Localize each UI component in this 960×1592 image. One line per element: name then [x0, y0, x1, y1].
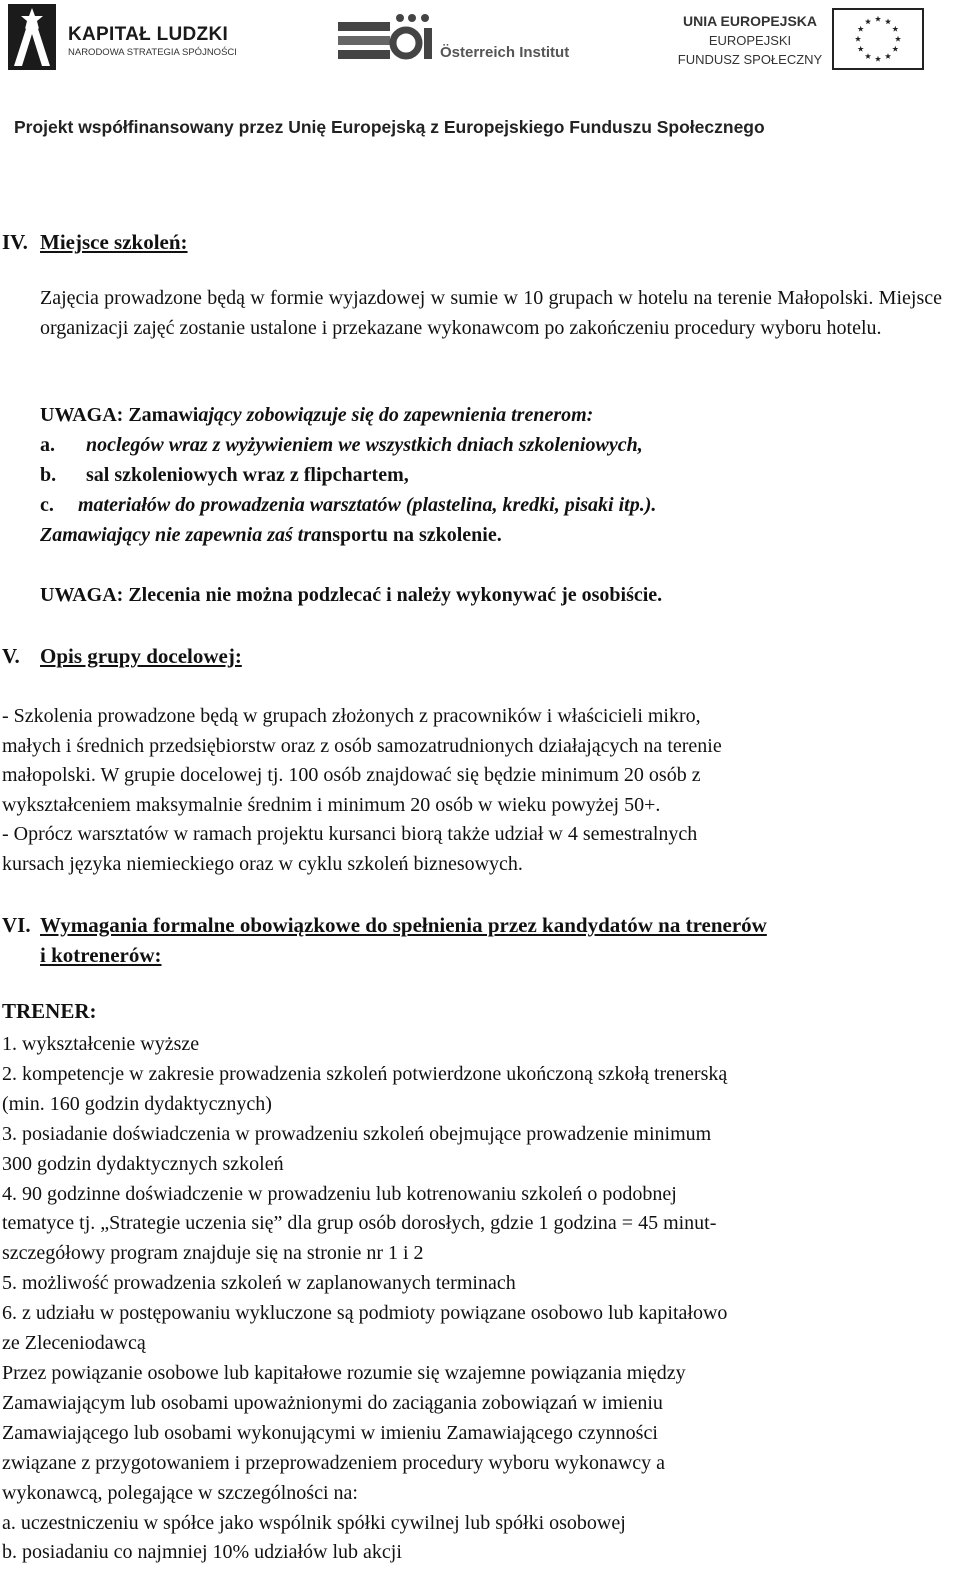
cofinancing-banner: Projekt współfinansowany przez Unię Europejską z Europejskiego Funduszu Społecznego [14, 117, 765, 137]
section-4-note [40, 404, 593, 427]
list-marker: b. [40, 464, 57, 486]
eu-fund-text [672, 12, 828, 69]
text-line: 4. 90 godzinne doświadczenie w prowadzeniu lub kotrenowaniu szkoleń o podobnej [2, 1182, 677, 1205]
osterreich-institut-logo-icon [338, 12, 436, 62]
text-line: związane z przygotowaniem i przeprowadzeniem procedury wyboru wykonawcy a [2, 1451, 666, 1474]
text-line: 5. możliwość prowadzenia szkoleń w zaplanowanych terminach [2, 1272, 516, 1295]
section-4-paragraph: Zajęcia prowadzone będą w formie wyjazdowej w sumie w 10 grupach w hotelu na terenie Małopolski. Miejsce organizacji zajęć zostanie ustalone i przekazane wykonawcom po zakończeniu procedury wyboru hotelu. [40, 287, 942, 339]
eu-line-2: EUROPEJSKI [708, 33, 792, 48]
section-5-number: V. [2, 644, 20, 668]
eu-flag-icon [832, 8, 924, 70]
text-line: 1. wykształcenie wyższe [2, 1033, 200, 1055]
text-line: tematyce tj. „Strategie uczenia się” dla grup osób dorosłych, gdzie 1 godzina = 45 minut- [2, 1212, 717, 1235]
header-logos [0, 0, 960, 80]
text-line: 6. z udziału w postępowaniu wykluczone są podmioty powiązane osobowo lub kapitałowo [2, 1302, 728, 1325]
text-line: Przez powiązanie osobowe lub kapitałowe rozumie się wzajemne powiązania między [2, 1361, 686, 1384]
note-prefix: UWAGA: Zamawi [40, 404, 199, 426]
section-5-body [2, 702, 722, 880]
text-line: b. posiadaniu co najmniej 10% udziałów lub akcji [2, 1541, 402, 1564]
osterreich-institut-text: Österreich Institut [440, 44, 570, 61]
text-line: kursach języka niemieckiego oraz w cyklu szkoleń biznesowych. [2, 852, 523, 875]
kapital-ludzki-subtitle: NARODOWA STRATEGIA SPÓJNOŚCI [68, 47, 237, 58]
section-6-title-line-2: i kotrenerów: [40, 943, 162, 967]
text-line: (min. 160 godzin dydaktycznych) [2, 1092, 272, 1115]
list-text: noclegów wraz z wyżywieniem we wszystkich dniach szkoleniowych, [86, 434, 643, 456]
text-line: szczegółowy program znajduje się na stronie nr 1 i 2 [2, 1242, 424, 1265]
section-6-body [2, 1030, 946, 1568]
section-5-heading [2, 644, 242, 669]
transport-note-a: Zamawiający nie zapewnia zaś tra [40, 524, 322, 546]
text-line: a. uczestniczeniu w spółce jako wspólnik spółki cywilnej lub spółki osobowej [2, 1511, 626, 1534]
list-item [40, 464, 409, 487]
text-line: wykształceniem maksymalnie średnim i minimum 20 osób w wieku powyżej 50+. [2, 793, 661, 816]
eu-line-3: FUNDUSZ SPOŁECZNY [677, 52, 823, 67]
trener-heading: TRENER: [2, 999, 97, 1023]
text-line: 3. posiadanie doświadczenia w prowadzeniu szkoleń obejmujące prowadzenie minimum [2, 1122, 712, 1145]
text-line: wykonawcą, polegające w szczególności na: [2, 1481, 358, 1504]
kapital-ludzki-title: KAPITAŁ LUDZKI [68, 24, 229, 45]
list-text: sal szkoleniowych wraz z flipchartem, [86, 464, 409, 486]
section-5-title: Opis grupy docelowej: [40, 644, 242, 668]
list-item [40, 494, 656, 517]
section-4-number: IV. [2, 230, 28, 254]
transport-note-b: nsportu na szkolenie. [321, 524, 502, 546]
text-line: - Oprócz warsztatów w ramach projektu kursanci biorą także udział w 4 semestralnych [2, 823, 698, 846]
section-4-note-2: UWAGA: Zlecenia nie można podzlecać i należy wykonywać je osobiście. [40, 584, 663, 606]
text-line: 300 godzin dydaktycznych szkoleń [2, 1152, 284, 1175]
list-marker: a. [40, 434, 55, 456]
section-4-heading [2, 230, 188, 255]
section-6-heading [2, 910, 767, 970]
section-6-title-line-1: Wymagania formalne obowiązkowe do spełnienia przez kandydatów na trenerów [40, 913, 767, 937]
text-line: Zamawiającego lub osobami wykonującymi w imieniu Zamawiającego czynności [2, 1421, 658, 1444]
section-6-number: VI. [2, 913, 31, 937]
list-marker: c. [40, 494, 54, 516]
kapital-ludzki-emblem-icon [8, 4, 56, 70]
text-line: małopolski. W grupie docelowej tj. 100 osób znajdować się będzie minimum 20 osób z [2, 764, 701, 787]
section-4-title: Miejsce szkoleń: [40, 230, 188, 254]
text-line: - Szkolenia prowadzone będą w grupach złożonych z pracowników i właścicieli mikro, [2, 705, 701, 727]
list-item [40, 434, 643, 457]
text-line: małych i średnich przedsiębiorstw oraz z osób samozatrudnionych działających na terenie [2, 734, 722, 757]
text-line: 2. kompetencje w zakresie prowadzenia szkoleń potwierdzone ukończoną szkołą trenerską [2, 1062, 728, 1085]
eu-line-1: UNIA EUROPEJSKA [682, 13, 818, 29]
note-rest: ający zobowiązuje się do zapewnienia trenerom: [198, 404, 594, 426]
text-line: Zamawiającym lub osobami upoważnionymi do zaciągania zobowiązań w imieniu [2, 1391, 663, 1414]
list-text: materiałów do prowadzenia warsztatów (plastelina, kredki, pisaki itp.). [78, 494, 657, 516]
transport-note [40, 524, 502, 547]
text-line: ze Zleceniodawcą [2, 1332, 146, 1355]
